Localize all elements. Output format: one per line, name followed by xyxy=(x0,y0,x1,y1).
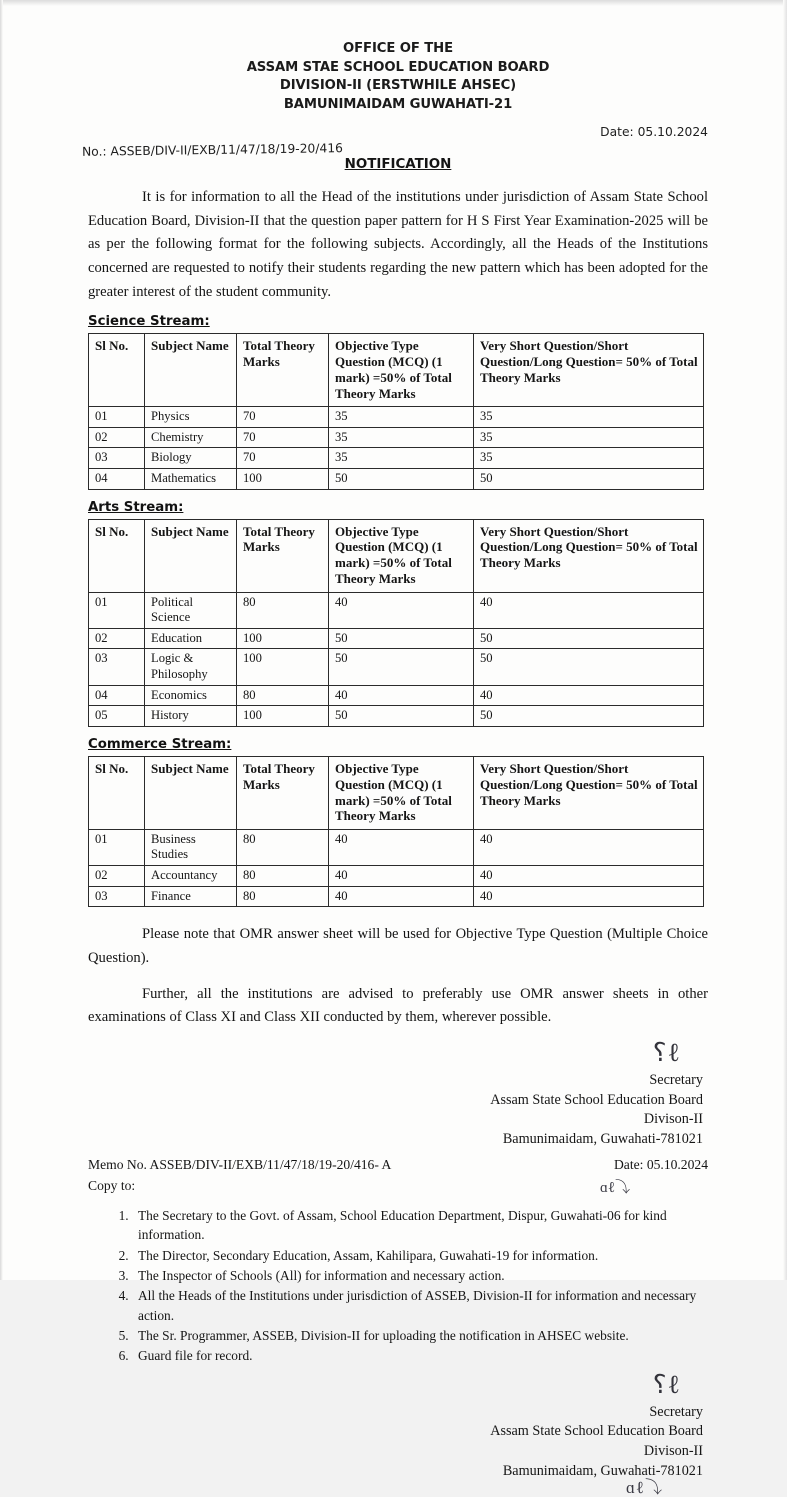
cell-very-short: 50 xyxy=(474,468,704,489)
column-header-very-short: Very Short Question/Short Question/Long Question= 50% of Total Theory Marks xyxy=(474,334,704,407)
cell-subject: History xyxy=(145,706,237,727)
cell-sl-no: 01 xyxy=(89,829,145,865)
copy-to-list xyxy=(88,1206,708,1365)
cell-mcq: 40 xyxy=(329,866,474,887)
table-row xyxy=(89,628,704,649)
memo-number: Memo No. ASSEB/DIV-II/EXB/11/47/18/19-20/416- A xyxy=(88,1157,392,1173)
cell-sl-no: 03 xyxy=(89,448,145,469)
list-item: 1. The Secretary to the Govt. of Assam, School Education Department, Dispur, Guwahati-06 for kind information. xyxy=(132,1206,708,1245)
signature-division-top: Divison-II xyxy=(643,1111,703,1128)
column-header-very-short: Very Short Question/Short Question/Long Question= 50% of Total Theory Marks xyxy=(474,519,704,592)
table-header-row xyxy=(89,756,704,829)
stream-heading: Arts Stream: xyxy=(88,499,184,515)
list-item: 3. The Inspector of Schools (All) for information and necessary action. xyxy=(132,1266,708,1285)
signature-address-top: Bamunimaidam, Guwahati-781021 xyxy=(502,1130,703,1147)
cell-total: 80 xyxy=(237,866,329,887)
cell-subject: Chemistry xyxy=(145,427,237,448)
table-row xyxy=(89,866,704,887)
cell-sl-no: 02 xyxy=(89,427,145,448)
signature-address-bottom: Bamunimaidam, Guwahati-781021 xyxy=(502,1462,703,1479)
cell-subject: Finance xyxy=(145,886,237,907)
letterhead-line-division: DIVISION-II (ERSTWHILE AHSEC) xyxy=(279,78,517,94)
document-content xyxy=(81,0,708,1497)
scan-edge-left xyxy=(0,0,3,1280)
column-header-objective-type: Objective Type Question (MCQ) (1 mark) =50% of Total Theory Marks xyxy=(329,756,474,829)
memo-date: Date: 05.10.2024 xyxy=(613,1157,708,1173)
table-row xyxy=(89,685,704,706)
cell-very-short: 40 xyxy=(474,685,704,706)
column-header-sl-no: Sl No. xyxy=(89,756,145,829)
column-header-very-short: Very Short Question/Short Question/Long Question= 50% of Total Theory Marks xyxy=(474,756,704,829)
cell-mcq: 35 xyxy=(329,407,474,428)
cell-total: 100 xyxy=(237,468,329,489)
cell-mcq: 50 xyxy=(329,649,474,685)
memo-row xyxy=(88,1155,708,1196)
cell-sl-no: 01 xyxy=(89,407,145,428)
table-row xyxy=(89,468,704,489)
column-header-sl-no: Sl No. xyxy=(89,334,145,407)
cell-total: 70 xyxy=(237,448,329,469)
cell-sl-no: 03 xyxy=(89,649,145,685)
letterhead-line-address: BAMUNIMAIDAM GUWAHATI-21 xyxy=(283,97,513,113)
cell-very-short: 35 xyxy=(474,448,704,469)
column-header-objective-type: Objective Type Question (MCQ) (1 mark) =50% of Total Theory Marks xyxy=(329,334,474,407)
cell-mcq: 40 xyxy=(329,886,474,907)
cell-total: 70 xyxy=(237,427,329,448)
list-item: 2. The Director, Secondary Education, Assam, Kahilipara, Guwahati-19 for information. xyxy=(132,1246,708,1265)
letterhead xyxy=(88,0,708,115)
cell-total: 80 xyxy=(237,886,329,907)
cell-total: 100 xyxy=(237,649,329,685)
streams-container xyxy=(88,314,708,907)
scan-edge-right xyxy=(783,0,787,1280)
cell-sl-no: 01 xyxy=(89,592,145,628)
table-row xyxy=(89,427,704,448)
column-header-subject-name: Subject Name xyxy=(145,519,237,592)
stream-heading: Science Stream: xyxy=(88,314,210,330)
cell-subject: Business Studies xyxy=(145,829,237,865)
column-header-total-theory-marks: Total Theory Marks xyxy=(237,334,329,407)
signature-designation-bottom: Secretary xyxy=(649,1403,703,1420)
letterhead-line-board: ASSAM STAE SCHOOL EDUCATION BOARD xyxy=(246,59,550,75)
cell-very-short: 50 xyxy=(474,628,704,649)
column-header-subject-name: Subject Name xyxy=(145,756,237,829)
signature-organisation-top: Assam State School Education Board xyxy=(490,1091,703,1108)
cell-very-short: 35 xyxy=(474,427,704,448)
list-item: 4. All the Heads of the Institutions under jurisdiction of ASSEB, Division-II for information and necessary action. xyxy=(132,1286,708,1325)
cell-mcq: 40 xyxy=(329,592,474,628)
column-header-subject-name: Subject Name xyxy=(145,334,237,407)
cell-subject: Biology xyxy=(145,448,237,469)
marks-table xyxy=(88,333,704,489)
cell-very-short: 35 xyxy=(474,407,704,428)
signature-mark-top: ⸮ℓ xyxy=(652,1037,681,1067)
cell-subject: Accountancy xyxy=(145,866,237,887)
signature-division-bottom: Divison-II xyxy=(643,1442,703,1459)
cell-mcq: 40 xyxy=(329,829,474,865)
cell-mcq: 50 xyxy=(329,706,474,727)
table-header-row xyxy=(89,334,704,407)
cell-very-short: 40 xyxy=(474,592,704,628)
cell-sl-no: 04 xyxy=(89,685,145,706)
cell-total: 100 xyxy=(237,706,329,727)
cell-mcq: 50 xyxy=(329,468,474,489)
page-title: NOTIFICATION xyxy=(344,156,452,172)
cell-subject: Economics xyxy=(145,685,237,706)
column-header-sl-no: Sl No. xyxy=(89,519,145,592)
cell-total: 80 xyxy=(237,829,329,865)
signature-block-bottom xyxy=(88,1369,703,1497)
table-row xyxy=(89,886,704,907)
cell-total: 80 xyxy=(237,685,329,706)
table-row xyxy=(89,649,704,685)
cell-subject: Logic & Philosophy xyxy=(145,649,237,685)
cell-total: 70 xyxy=(237,407,329,428)
cell-very-short: 40 xyxy=(474,829,704,865)
reference-row xyxy=(81,124,708,159)
marks-table xyxy=(88,756,704,907)
table-row xyxy=(89,706,704,727)
cell-mcq: 35 xyxy=(329,427,474,448)
table-row xyxy=(89,407,704,428)
cell-total: 100 xyxy=(237,628,329,649)
cell-sl-no: 03 xyxy=(89,886,145,907)
cell-subject: Mathematics xyxy=(145,468,237,489)
cell-very-short: 50 xyxy=(474,706,704,727)
signature-initials-bottom: ɑℓ⤵ xyxy=(625,1478,663,1497)
column-header-total-theory-marks: Total Theory Marks xyxy=(237,519,329,592)
table-row xyxy=(89,592,704,628)
cell-subject: Education xyxy=(145,628,237,649)
memo-copy-to-label: Copy to: xyxy=(88,1177,136,1193)
cell-mcq: 35 xyxy=(329,448,474,469)
signature-mark-bottom: ⸮ℓ xyxy=(652,1369,681,1399)
table-row xyxy=(89,829,704,865)
marks-table xyxy=(88,519,704,727)
intro-paragraph: It is for information to all the Head of the institutions under jurisdiction of Assam State School Education Board, Division-II that the question paper pattern for H S First Year Examination-2025 will be as per the following format for the following subjects. Accordingly, all the Heads of the Institutions concerned are requested to notify their students regarding the new pattern which has been adopted for the greater interest of the student community. xyxy=(88,188,708,300)
memo-initials-mark: ɑℓ⤵ xyxy=(599,1180,630,1197)
cell-subject: Political Science xyxy=(145,592,237,628)
cell-mcq: 40 xyxy=(329,685,474,706)
signature-designation-top: Secretary xyxy=(649,1072,703,1089)
cell-sl-no: 05 xyxy=(89,706,145,727)
cell-subject: Physics xyxy=(145,407,237,428)
table-row xyxy=(89,448,704,469)
signature-organisation-bottom: Assam State School Education Board xyxy=(490,1423,703,1440)
reference-number: No.: ASSEB/DIV-II/EXB/11/47/18/19-20/416 xyxy=(81,141,344,159)
reference-date: Date: 05.10.2024 xyxy=(600,124,708,139)
closing-paragraph-1: Please note that OMR answer sheet will be used for Objective Type Question (Multiple Choice Question). xyxy=(88,926,708,966)
cell-very-short: 50 xyxy=(474,649,704,685)
column-header-total-theory-marks: Total Theory Marks xyxy=(237,756,329,829)
cell-sl-no: 02 xyxy=(89,628,145,649)
signature-block-top xyxy=(88,1037,703,1150)
cell-very-short: 40 xyxy=(474,886,704,907)
closing-paragraph-2: Further, all the institutions are advised to preferably use OMR answer sheets in other examinations of Class XI and Class XII conducted by them, wherever possible. xyxy=(88,985,708,1026)
stream-heading: Commerce Stream: xyxy=(88,736,232,752)
cell-mcq: 50 xyxy=(329,628,474,649)
cell-sl-no: 02 xyxy=(89,866,145,887)
cell-very-short: 40 xyxy=(474,866,704,887)
table-header-row xyxy=(89,519,704,592)
column-header-objective-type: Objective Type Question (MCQ) (1 mark) =50% of Total Theory Marks xyxy=(329,519,474,592)
list-item: 6. Guard file for record. xyxy=(132,1346,708,1365)
list-item: 5. The Sr. Programmer, ASSEB, Division-II for uploading the notification in AHSEC website. xyxy=(132,1326,708,1345)
letterhead-line-office: OFFICE OF THE xyxy=(343,41,453,56)
cell-sl-no: 04 xyxy=(89,468,145,489)
cell-total: 80 xyxy=(237,592,329,628)
